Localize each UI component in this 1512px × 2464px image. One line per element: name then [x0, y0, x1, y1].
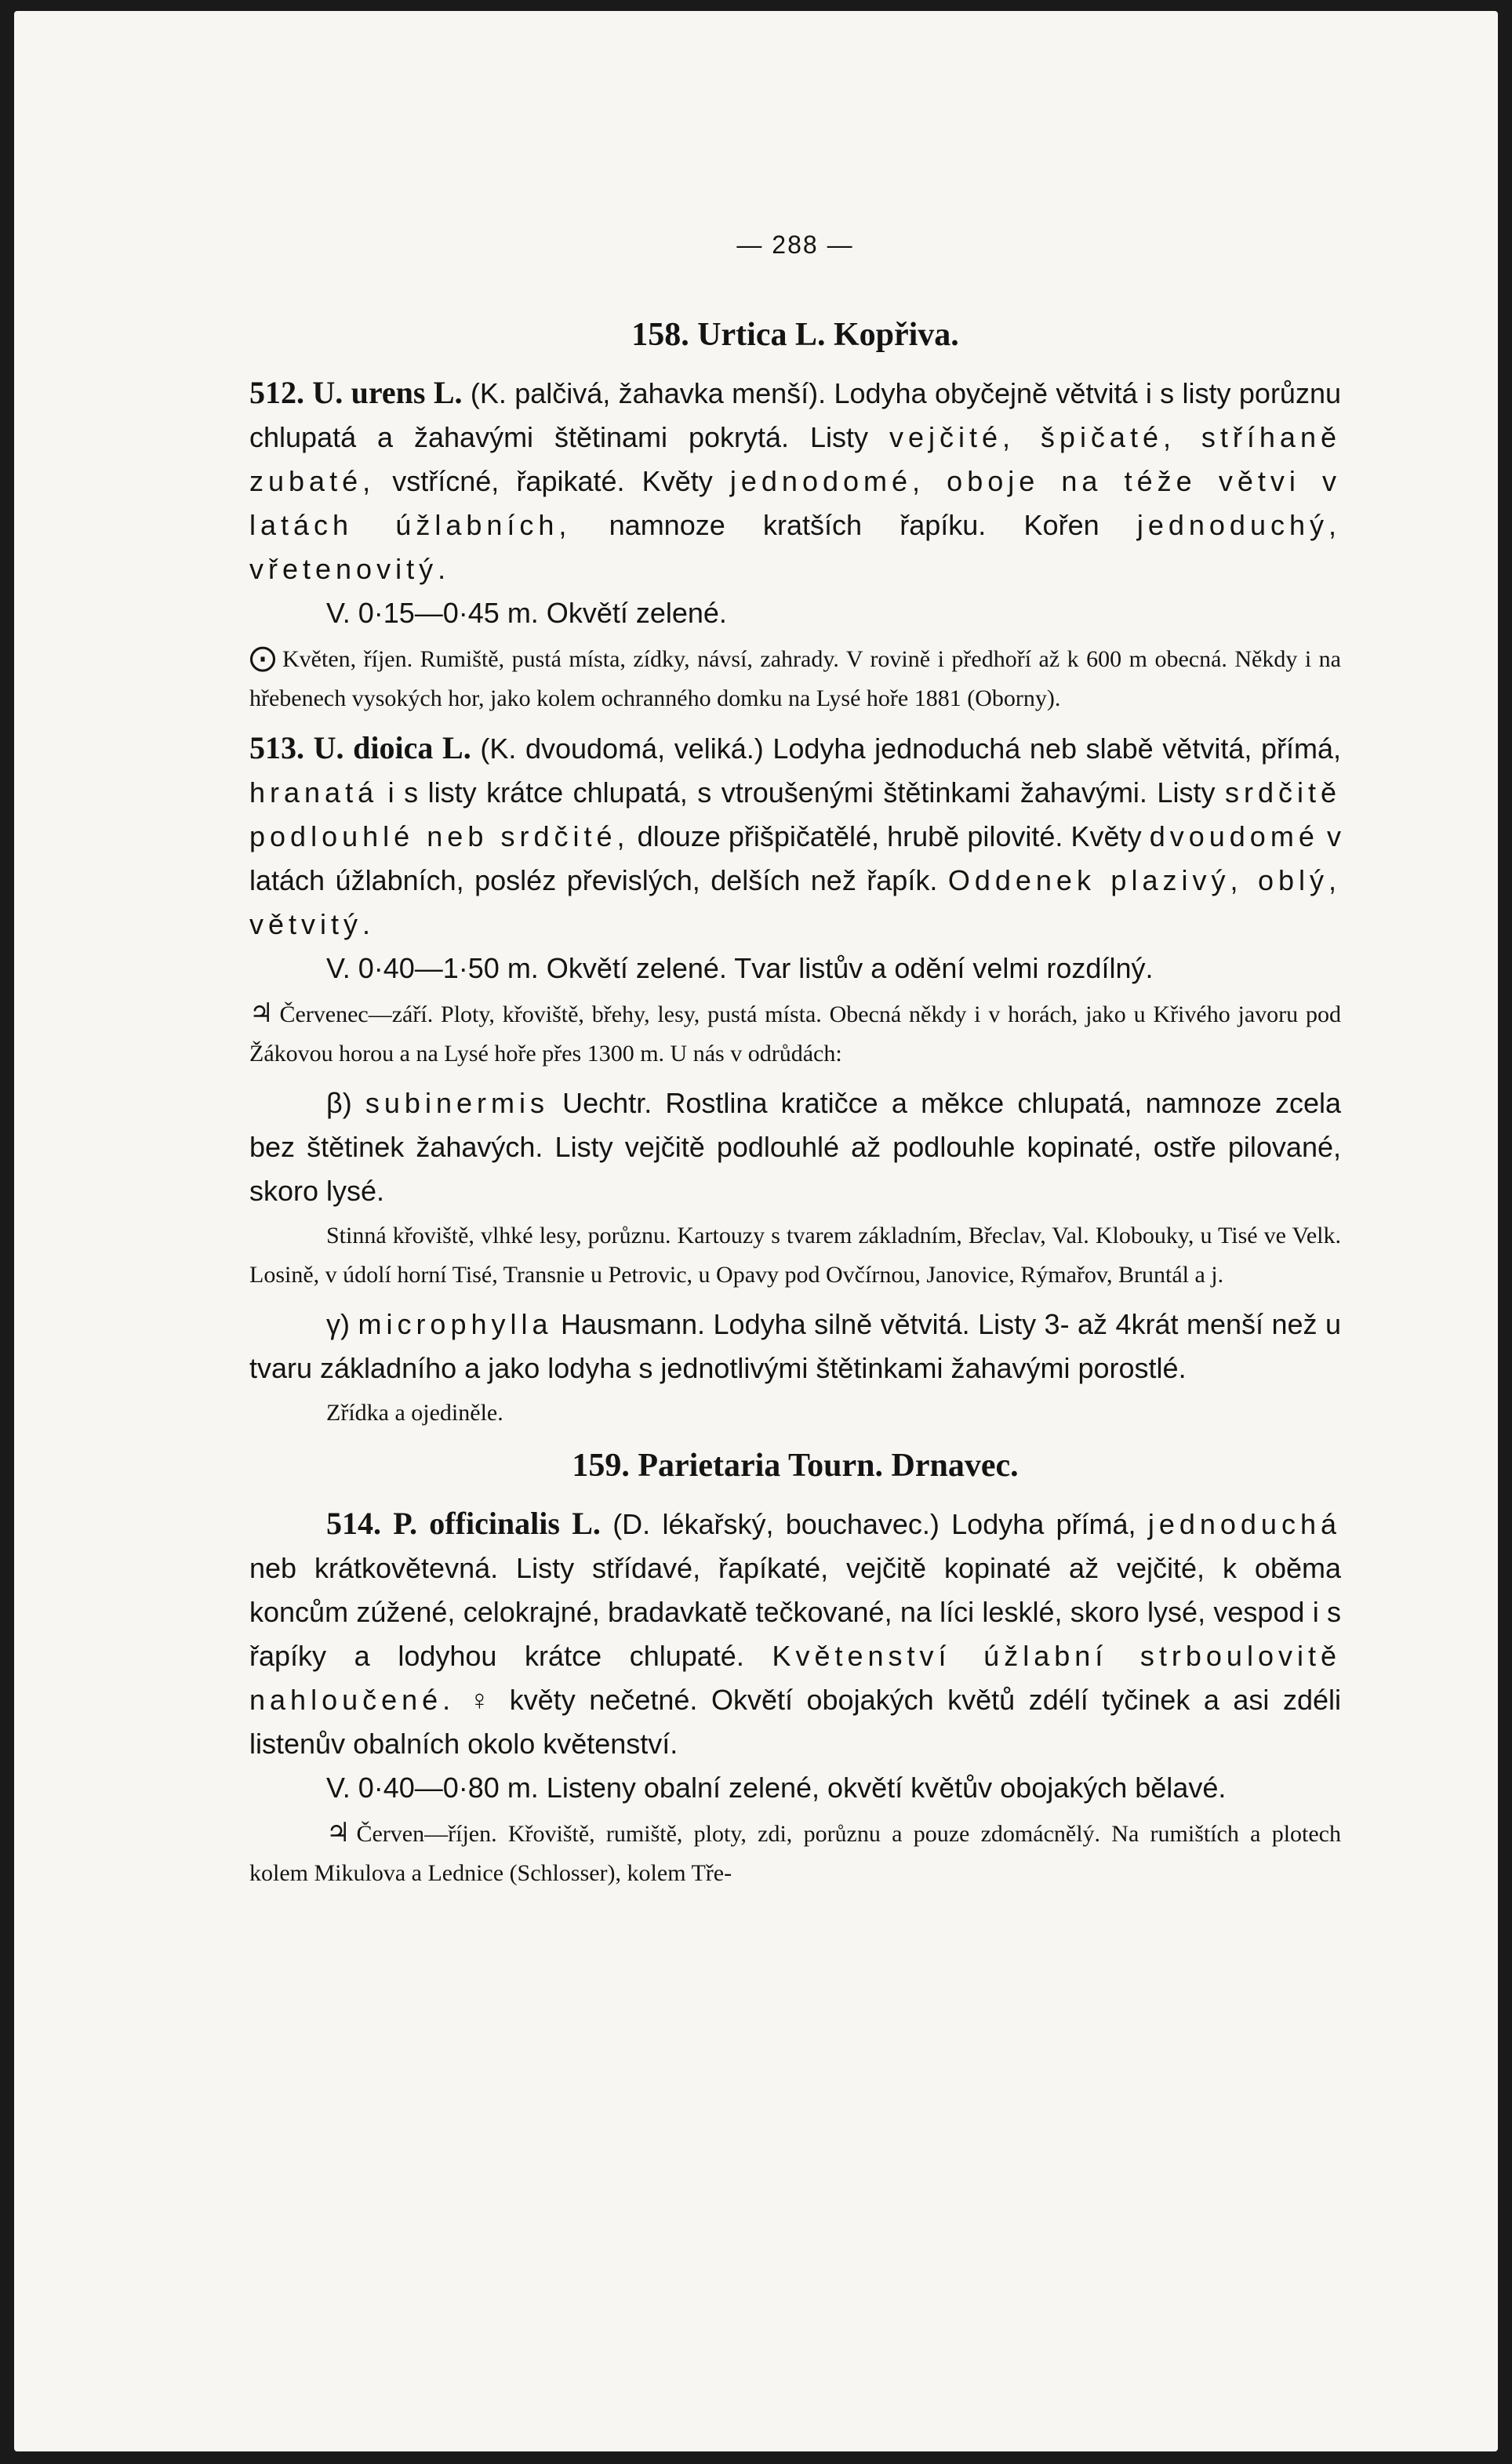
variety-author: Uechtr. — [548, 1087, 652, 1119]
habitat-note — [249, 1813, 1341, 1893]
habitat-text: Červenec—září. Ploty, křoviště, břehy, lesy, pustá místa. Obecná někdy i v horách, jako u Křivého javoru pod Žákovou horou a na Lysé hoře přes 1300 m. U nás v odrůdách: — [249, 1001, 1341, 1067]
spaced-text: hranatá — [249, 776, 379, 809]
habitat-text: Červen—říjen. Křoviště, rumiště, ploty, zdi, porůznu a pouze zdomácnělý. Na rumištích a plotech kolem Mikulova a Lednice (Schlosser), kolem Tře- — [249, 1821, 1341, 1886]
variety-text: Lodyha silně větvitá. Listy 3- až 4krát menší než u tvaru základního a jako lodyha s jednotlivými štětinkami žahavými porostlé. — [249, 1308, 1341, 1384]
page-content — [249, 231, 1341, 1901]
description-text: i s listy krátce chlupatá, s vtroušenými štětinkami žahavými. Listy — [378, 776, 1225, 809]
perennial-symbol-icon: ♃ — [249, 998, 274, 1029]
description-text: (K. palčivá, žahavka menší). Lodyha obyčejně větvitá i s listy porůznu chlupatá a žahavými štětinami pokrytá. Listy — [249, 377, 1342, 453]
habitat-note: Zřídka a ojediněle. — [326, 1400, 503, 1426]
spaced-text: dvoudomé — [1149, 820, 1319, 852]
size-line: V. 0·40—1·50 m. Okvětí zelené. Tvar listův a odění velmi rozdílný. — [326, 952, 1154, 984]
annual-symbol-icon: ⨀ — [249, 642, 276, 674]
species-entry-512 — [249, 371, 1341, 591]
description-text: namnoze kratších řapíku. Kořen — [571, 509, 1137, 541]
habitat-note — [249, 994, 1341, 1074]
perennial-symbol-icon: ♃ — [326, 1817, 351, 1848]
variety-gamma — [249, 1303, 1341, 1390]
description-text: (D. lékařský, bouchavec.) Lodyha přímá, — [600, 1508, 1148, 1540]
variety-beta — [249, 1081, 1341, 1213]
species-number: 514. — [326, 1506, 381, 1541]
spaced-text: jednodomé, oboje na téže větvi v latách úžlabních, — [249, 465, 1341, 541]
spaced-text: jednoduchá — [1147, 1508, 1341, 1540]
spaced-text: Květenství úžlabní strboulovitě nahloučené. — [249, 1640, 1341, 1716]
spaced-text: jednoduchý, vřetenovitý. — [249, 509, 1341, 585]
description-text: ♀ květy nečetné. Okvětí obojakých květů zdélí tyčinek a asi zdéli listenův obalních okolo květenství. — [249, 1684, 1341, 1760]
species-name: U. dioica L. — [313, 730, 471, 765]
variety-name: subinermis — [365, 1087, 549, 1119]
size-line: V. 0·40—0·80 m. Listeny obalní zelené, okvětí květův obojakých bělavé. — [326, 1772, 1227, 1804]
description-text: v latách úžlabních, posléz převislých, delších než řapík. — [249, 820, 1341, 896]
variety-author: Hausmann. — [552, 1308, 706, 1340]
habitat-text: Květen, říjen. Rumiště, pustá místa, zídky, návsí, zahrady. V rovině i předhoří až k 600 m obecná. Někdy i na hřebenech vysokých hor, jako kolem ochranného domku na Lysé hoře 1881 (Oborny). — [249, 646, 1341, 711]
book-page — [14, 11, 1498, 2451]
species-name: U. urens L. — [312, 375, 463, 410]
variety-text: Rostlina kratičce a měkce chlupatá, namnoze zcela bez štětinek žahavých. Listy vejčitě podlouhlé až podlouhle kopinaté, ostře pilované, skoro lysé. — [249, 1087, 1341, 1207]
size-line: V. 0·15—0·45 m. Okvětí zelené. — [326, 597, 727, 629]
variety-label: β) — [326, 1087, 352, 1119]
habitat-note: Stinná křoviště, vlhké lesy, porůznu. Kartouzy s tvarem základním, Břeclav, Val. Klobouky, u Tisé ve Velk. Losině, v údolí horní Tisé, Transnie u Petrovic, u Opavy pod Ovčírnou, Janovice, Rýmařov, Bruntál a j. — [249, 1223, 1341, 1288]
species-number: 512. — [249, 375, 304, 410]
spaced-text: Oddenek plazivý, oblý, větvitý. — [249, 864, 1341, 940]
genus-heading-urtica: 158. Urtica L. Kopřiva. — [631, 317, 959, 353]
page-number: — 288 — — [736, 231, 854, 259]
description-text: vstřícné, řapikaté. Květy — [375, 465, 730, 497]
variety-name: microphylla — [358, 1308, 553, 1340]
habitat-note — [249, 638, 1341, 718]
spaced-text: srdčitě podlouhlé neb srdčité, — [249, 776, 1341, 852]
genus-heading-parietaria: 159. Parietaria Tourn. Drnavec. — [572, 1448, 1019, 1484]
species-entry-513 — [249, 726, 1341, 947]
description-text: dlouze přišpičatělé, hrubě pilovité. Květy — [629, 820, 1150, 852]
species-name: P. officinalis L. — [393, 1506, 601, 1541]
species-number: 513. — [249, 730, 304, 765]
variety-label: γ) — [326, 1308, 350, 1340]
description-text: (K. dvoudomá, veliká.) Lodyha jednoduchá neb slabě větvitá, přímá, — [471, 732, 1341, 765]
description-text: neb krátkovětevná. Listy střídavé, řapíkaté, vejčitě kopinaté až vejčité, k oběma koncům zúžené, celokrajné, bradavkatě tečkované, na líci lesklé, skoro lysé, vespod i s řapíky a lodyhou krátce chlupaté. — [249, 1552, 1341, 1672]
spaced-text: vejčité, špičaté, stříhaně zubaté, — [249, 421, 1341, 497]
species-entry-514 — [249, 1502, 1341, 1766]
